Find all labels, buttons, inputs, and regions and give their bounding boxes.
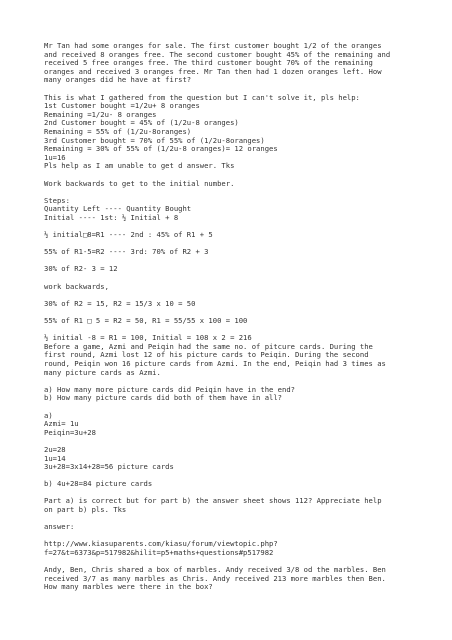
cards-part-a-setup: a) Azmi= 1u Peiqin=3u+28 xyxy=(44,410,96,437)
calc-initial-and-cards-question: ½ initial -8 = R1 = 100, Initial = 108 x 2 = 216 Before a game, Azmi and Peiqin had the same no. of pitcure cards. During the first round, Azmi lost 12 of his picture cards to Peiqin. During the second round, Peiqin won 16 picture cards from Azmi. In the end, Peiqin had 3 times as many picture cards as Azmi. xyxy=(44,333,386,377)
step-final: 30% of R2- 3 = 12 xyxy=(44,264,118,274)
work-backwards-hint: Work backwards to get to the initial number. xyxy=(44,178,235,188)
cards-subquestions: a) How many more picture cards did Peiqin have in the end? b) How many picture cards did both of them have in all? xyxy=(44,384,295,403)
cards-part-a-solution: 2u=28 1u=14 3u+28=3x14+28=56 picture cards xyxy=(44,444,174,472)
oranges-question: Mr Tan had some oranges for sale. The first customer bought 1/2 of the oranges and received 8 oranges free. The second customer bought 45% of the remaining and received 5 free oranges free. The third customer bought 70% of the remaining oranges and received 3 oranges free. Mr Tan then had 1 dozen oranges left. How many oranges did he have at first? xyxy=(44,41,391,85)
cards-help-request: Part a) is correct but for part b) the answer sheet shows 112? Appreciate help on part b) pls. Tks xyxy=(44,496,382,515)
answer-label: answer: xyxy=(44,522,75,532)
document-body xyxy=(44,42,424,592)
steps-header: Steps: Quantity Left ---- Quantity Bought Initial ---- 1st: ½ Initial + 8 xyxy=(44,195,192,222)
calc-r1: 55% of R1 □ 5 = R2 = 50, R1 = 55/55 x 100 = 100 xyxy=(44,316,248,325)
work-backwards-label: work backwards, xyxy=(44,281,109,291)
step-r1: ½ initial□8=R1 ---- 2nd : 45% of R1 + 5 xyxy=(44,230,213,240)
oranges-attempt: This is what I gathered from the question but I can't solve it, pls help: 1st Customer bought =1/2u+ 8 oranges Remaining =1/2u- 8 oranges 2nd Customer bought = 45% of (1/2u-8 oranges) Remaining = 55% of (1/2u-8oranges) 3rd Customer bought = 70% of 55% of (1/2u-8oranges) Remaining = 30% of 55% of (1/2u-8 oranges)= 12 oranges 1u=16 Pls help as I am unable to get d answer. Tks xyxy=(44,92,360,171)
answer-url: http://www.kiasuparents.com/kiasu/forum/viewtopic.php? f=27&t=6373&p=517982&hilit=p5+maths+questions#p517982 xyxy=(44,539,278,558)
calc-r2: 30% of R2 = 15, R2 = 15/3 x 10 = 50 xyxy=(44,298,196,308)
cards-part-b-solution: b) 4u+28=84 picture cards xyxy=(44,479,153,489)
step-r2: 55% of R1-5=R2 ---- 3rd: 70% of R2 + 3 xyxy=(44,247,209,257)
marbles-question: Andy, Ben, Chris shared a box of marbles. Andy received 3/8 od the marbles. Ben received 3/7 as many marbles as Chris. Andy received 213 more marbles then Ben. How many marbles were there in the box? xyxy=(44,565,386,592)
